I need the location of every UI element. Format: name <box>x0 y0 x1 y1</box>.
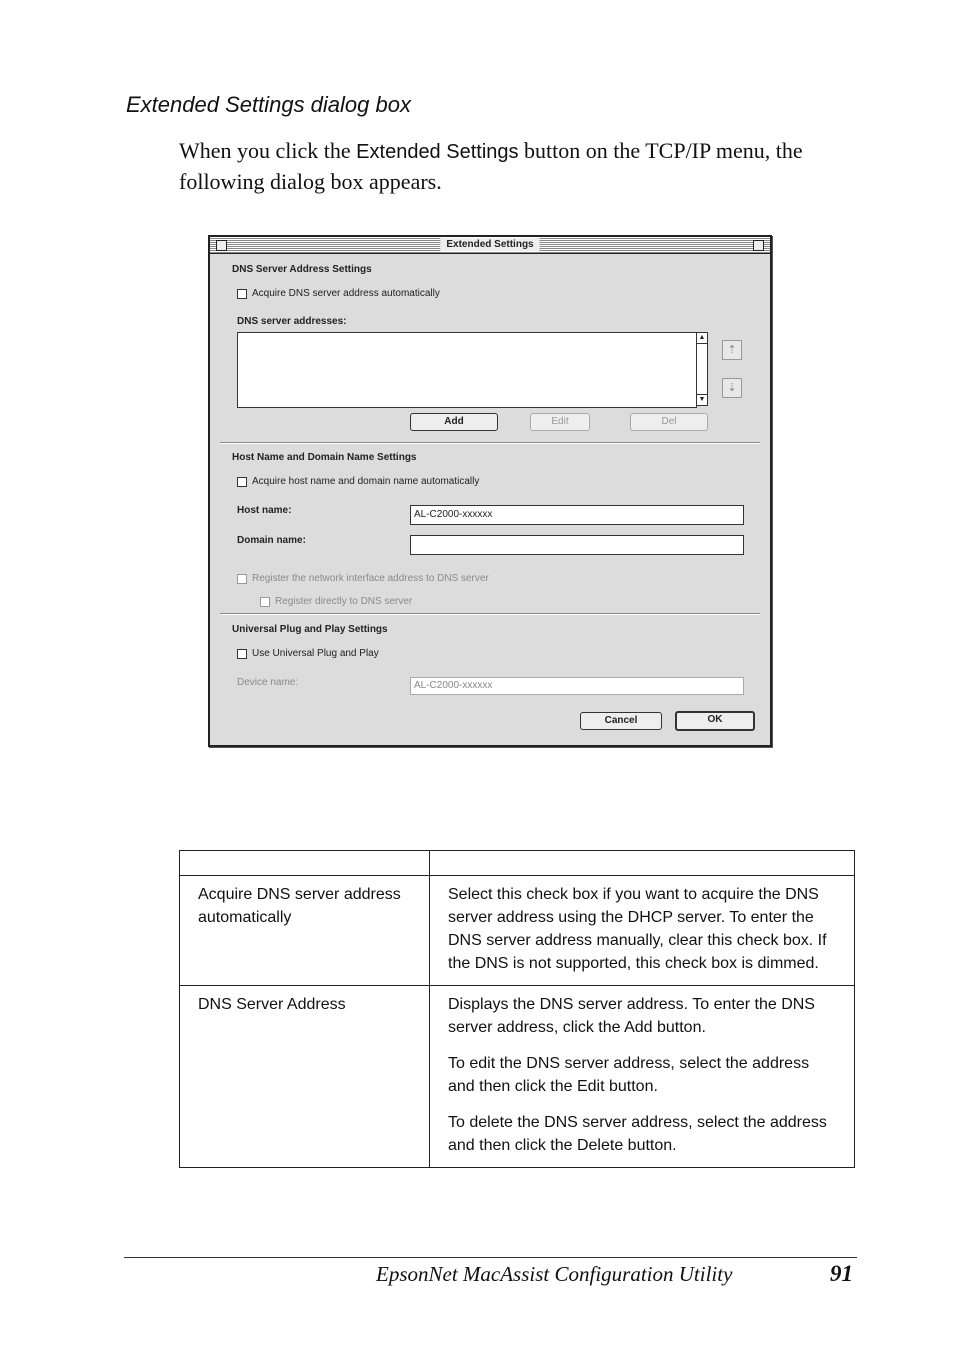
use-upnp-label: Use Universal Plug and Play <box>252 648 379 659</box>
device-name-label: Device name: <box>237 677 299 688</box>
intro-before: When you click the <box>179 138 357 163</box>
table-item-cell: Acquire DNS server address automatically <box>180 876 430 986</box>
dns-server-list[interactable] <box>237 332 697 408</box>
acquire-dns-checkbox[interactable] <box>237 289 247 299</box>
acquire-dns-label: Acquire DNS server address automatically <box>252 288 440 299</box>
host-name-field[interactable]: AL-C2000-xxxxxx <box>410 505 744 525</box>
section-heading: Extended Settings dialog box <box>126 92 411 117</box>
table-item-cell: DNS Server Address <box>180 986 430 1168</box>
table-row <box>180 876 855 986</box>
zoom-box-icon[interactable] <box>753 240 764 251</box>
table-header-row <box>180 851 855 876</box>
group-divider <box>220 442 760 444</box>
table-header-cell <box>430 851 855 876</box>
host-group-label: Host Name and Domain Name Settings <box>232 452 417 463</box>
move-down-icon[interactable]: ⇣ <box>722 378 742 398</box>
dns-group-label: DNS Server Address Settings <box>232 264 372 275</box>
table-row <box>180 986 855 1168</box>
device-name-field[interactable]: AL-C2000-xxxxxx <box>410 677 744 695</box>
scroll-up-arrow-icon[interactable]: ▲ <box>697 333 707 344</box>
host-name-label: Host name: <box>237 505 292 516</box>
add-button[interactable]: Add <box>410 413 498 431</box>
dns-list-scrollbar[interactable] <box>696 332 708 406</box>
scroll-down-arrow-icon[interactable]: ▼ <box>698 396 706 403</box>
domain-name-field[interactable] <box>410 535 744 555</box>
delete-button[interactable]: Del <box>630 413 708 431</box>
acquire-host-checkbox[interactable] <box>237 477 247 487</box>
explanation-paragraph: Displays the DNS server address. To enter the DNS server address, click the Add button. <box>448 996 815 1036</box>
table-explanation-cell <box>430 986 855 1168</box>
dialog-titlebar[interactable] <box>210 237 770 254</box>
use-upnp-checkbox[interactable] <box>237 649 247 659</box>
intro-paragraph <box>179 136 859 196</box>
footer-rule <box>124 1257 857 1258</box>
register-network-checkbox[interactable] <box>237 574 247 584</box>
intro-button-name: Extended Settings <box>356 141 519 163</box>
page-number: 91 <box>830 1261 853 1286</box>
explanation-paragraph: Select this check box if you want to acquire the DNS server address using the DHCP server. To enter the DNS server address manually, clear this check box. If the DNS is not supported, this check box is dimmed. <box>448 886 827 972</box>
upnp-group-label: Universal Plug and Play Settings <box>232 624 388 635</box>
register-direct-checkbox[interactable] <box>260 597 270 607</box>
register-direct-label: Register directly to DNS server <box>275 596 413 607</box>
footer-title: EpsonNet MacAssist Configuration Utility <box>376 1262 733 1286</box>
close-box-icon[interactable] <box>216 240 227 251</box>
edit-button[interactable]: Edit <box>530 413 590 431</box>
acquire-host-label: Acquire host name and domain name automatically <box>252 476 480 487</box>
register-network-label: Register the network interface address to DNS server <box>252 573 489 584</box>
table-explanation-cell <box>430 876 855 986</box>
settings-description-table <box>179 850 855 1168</box>
move-up-icon[interactable]: ⇡ <box>722 340 742 360</box>
cancel-button[interactable]: Cancel <box>580 712 662 730</box>
domain-name-label: Domain name: <box>237 535 306 546</box>
explanation-paragraph: To edit the DNS server address, select the address and then click the Edit button. <box>448 1055 810 1095</box>
intro-after: button on the TCP/IP menu, the following dialog box appears. <box>179 138 803 194</box>
table-header-cell <box>180 851 430 876</box>
group-divider <box>220 613 760 615</box>
ok-button[interactable]: OK <box>675 711 755 731</box>
dialog-title: Extended Settings <box>440 238 539 251</box>
extended-settings-dialog <box>208 235 772 747</box>
dns-server-addresses-label: DNS server addresses: <box>237 316 347 327</box>
explanation-paragraph: To delete the DNS server address, select the address and then click the Delete button. <box>448 1114 827 1154</box>
